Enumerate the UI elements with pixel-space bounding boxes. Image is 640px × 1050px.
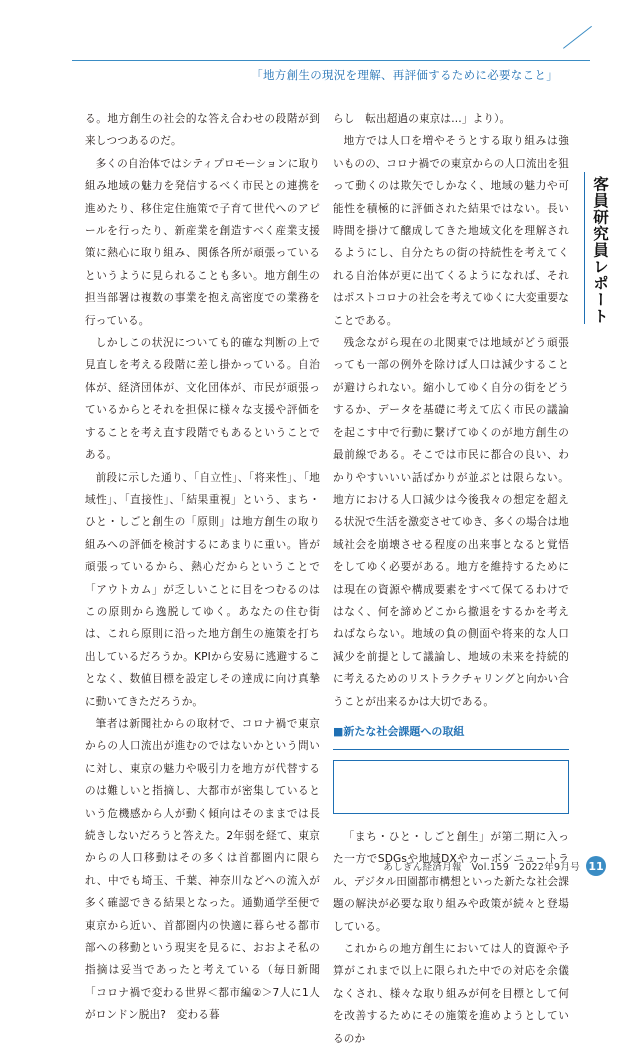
paragraph: 筆者は新聞社からの取材で、コロナ禍で東京からの人口流出が進むのではないかという問いに対し、東京の魅力や吸引力を地方が代替するのは難しいと指摘し、大都市が密集しているという危機感から人が動く傾向はそのままでは長続きしないだろうと答えた。2年弱を経て、東京からの人口移動はその多くは首都圏内に限られ、中でも埼玉、千葉、神奈川などへの流入が多く確認できる結果となった。通勤通学至便で東京から近い、首都圏内の快適に暮らせる都市部への移動という現実を見るに、おおよそ私の指摘は妥当であったと考えている（毎日新聞「コロナ禍で変わる世界＜都市編②＞7人に1人がロンドン脱出? 変わる暮 xyxy=(85,717,320,1022)
topic-label: 「地方創生の現況を理解、再評価するために必要なこと」 xyxy=(251,68,558,82)
left-column xyxy=(85,108,320,1022)
paragraph: 多くの自治体ではシティプロモーションに取り組み地域の魅力を発信するべく市民との連携を進めたり、移住定住施策で子育て世代へのアピールを行ったり、新産業を創造すべく産業支援策に熱心に取り組み、関係各所が頑張っているというように見られることも多い。地方創生の担当部署は複数の事業を抱え高密度での業務を行っている。 xyxy=(85,157,320,327)
paragraph: これからの地方創生においては人的資源や予算がこれまで以上に限られた中での対応を余儀なくされ、様々な取り組みが何を目標として何を改善するためにその施策を進めようとしているのか xyxy=(333,943,569,1045)
header-rule-diagonal xyxy=(563,26,592,49)
paragraph: 「まち・ひと・しごと創生」が第二期に入った一方でSDGsや地域DXやカーボンニュートラル、デジタル田園都市構想といった新たな社会課題の解決が必要な取り組みや政策が続々と登場している。 xyxy=(333,830,569,933)
paragraph: しかしこの状況についても的確な判断の上で見直しを考える段階に差し掛かっている。自治体が、経済団体が、文化団体が、市民が頑張っているからとそれを担保に様々な支援や評価をすることを考え直す段階でもあるということである。 xyxy=(85,337,320,462)
section-empty-box xyxy=(333,760,569,814)
page-number: 11 xyxy=(586,856,606,876)
paragraph: 地方では人口を増やそうとする取り組みは強いものの、コロナ禍での東京からの人口流出を狙って動くのは欺矢でしかなく、地域の魅力や可能性を積極的に評価された結果ではない。長い時間を掛けて醸成してきた地域文化を理解されるようにし、自分たちの街の持続性を考えてくれる自治体が更に出てくるようになれば、それはポストコロナの社会を考えてゆくに大変重要なことである。 xyxy=(333,135,569,327)
footer xyxy=(383,856,606,876)
paragraph: る。地方創生の社会的な答え合わせの段階が到来しつつあるのだ。 xyxy=(85,113,320,148)
paragraph: 残念ながら現在の北関東では地域がどう頑張っても一部の例外を除けば人口は減少することが避けられない。縮小してゆく自分の街をどうするか、データを基礎に考えて広く市民の議論を起こす中で行動に繋げてゆくのが地方創生の最前線である。そこでは市民に都合の良い、わかりやすいいい話ばかりが並ぶとは限らない。地方における人口減少は今後我々の想定を超える状況で生活を激変させてゆき、多くの場合は地域社会を崩壊させる程度の出来事となると覚悟をしてゆく必要がある。地方を維持するためには現在の資源や構成要素をすべて保てるわけではなく、何を諦めどこから撤退をするかを考えねばならない。地域の負の側面や将来的な人口減少を前提として議論し、地域の未来を持続的に考えるためのリストラクチャリングと向かい合うことが出来るかは大切である。 xyxy=(333,337,569,708)
paragraph: らし 転出超過の東京は…」より）。 xyxy=(333,113,511,125)
section-heading xyxy=(333,723,569,741)
section-rule xyxy=(333,749,569,750)
paragraph: 前段に示した通り、「自立性」、「将来性」、「地域性」、「直接性」、「結果重視」という、まち・ひと・しごと創生の「原則」は地方創生の取り組みへの評価を検討するにあまりに重い。皆が頑張っているから、熱心だからということで「アウトカム」が乏しいことに目をつむるのはこの原則から逸脱してゆく。あなたの住む街は、これら原則に沿った地方創生の施策を打ち出しているだろうか。KPIから安易に逃避することなく、数値目標を設定しその達成に向け真摯に動いてきただろうか。 xyxy=(85,471,320,708)
side-tab-label: 客員研究員レポート xyxy=(591,176,609,325)
publication-name: あしぎん経済月報 Vol.159 2022年9月号 xyxy=(383,862,580,873)
header-rule xyxy=(72,60,590,61)
section-heading-text: ■新たな社会課題への取組 xyxy=(333,724,465,738)
